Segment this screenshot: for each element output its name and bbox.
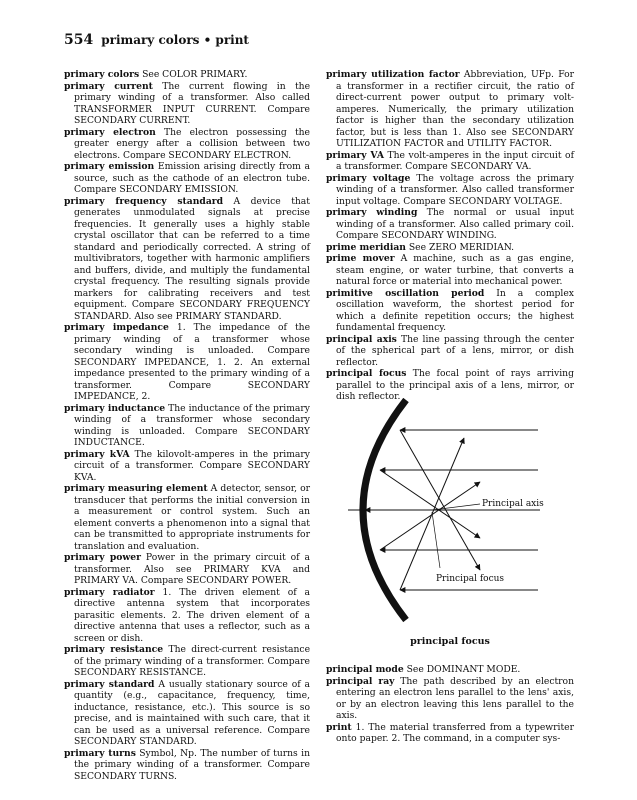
dictionary-entry — [64, 69, 310, 81]
entry-definition: See COLOR PRIMARY. — [139, 69, 248, 80]
page-number: 554 — [64, 32, 94, 48]
entry-term: principal focus — [326, 368, 407, 379]
dictionary-entry — [326, 207, 574, 242]
entry-definition: A machine, such as a gas engine, steam engine, or water turbine, that converts a natural force or material into mechanical power. — [336, 253, 574, 287]
dictionary-entry — [64, 748, 310, 783]
dictionary-entry — [326, 288, 574, 334]
entry-definition: The current flowing in the primary winding of a transformer. Also called TRANSFORMER INPUT CURRENT. Compare SECONDARY CURRENT. — [74, 80, 311, 126]
entry-definition: The normal or usual input winding of a transformer. Also called primary coil. Compare SECONDARY WINDING. — [336, 207, 574, 241]
entry-term: primary kVA — [64, 448, 130, 460]
running-head: primary colors • print — [101, 33, 249, 47]
entry-term: primary power — [64, 552, 141, 563]
principal-focus-label: Principal focus — [436, 574, 505, 584]
dictionary-entry — [326, 173, 574, 208]
dictionary-entry — [326, 150, 574, 173]
dictionary-entry — [64, 196, 310, 323]
reflected-ray — [380, 470, 480, 538]
entry-definition: The kilovolt-amperes in the primary circuit of a transformer. Compare SECONDARY KVA. — [74, 448, 310, 483]
entry-term: primary voltage — [326, 172, 411, 184]
dictionary-entry — [326, 69, 574, 150]
right-column-continued — [326, 664, 574, 745]
entry-definition: See DOMINANT MODE. — [403, 664, 521, 675]
entry-definition: See ZERO MERIDIAN. — [405, 241, 515, 253]
entry-term: primary radiator — [64, 586, 155, 598]
left-column — [64, 69, 310, 782]
entry-definition: In a complex oscillation waveform, the shortest period for which a definite repetition occurs; the highest fundamental frequency. — [336, 287, 574, 333]
entry-definition: A usually stationary source of a quantity (e.g., capacitance, frequency, time, inductance, resistance, etc.). This source is so precise, and is maintained with such care, that it can be used as a universal reference. Compare SECONDARY STANDARD. — [74, 678, 310, 747]
dictionary-entry — [64, 552, 310, 587]
focus-label-leader — [432, 512, 440, 568]
dictionary-entry — [64, 403, 310, 449]
entry-term: principal mode — [326, 664, 404, 675]
entry-term: primary VA — [326, 149, 384, 161]
entry-term: primary electron — [64, 126, 156, 138]
dictionary-entry — [64, 161, 310, 196]
axis-label-leader — [432, 504, 480, 510]
entry-term: primary winding — [326, 207, 418, 218]
entry-definition: 1. The impedance of the primary winding of a transformer whose secondary winding is unloaded. Compare SECONDARY IMPEDANCE, 1. 2. An external impedance presented to the primary winding of a transformer. Compare SECONDARY IMPEDANCE, 2. — [74, 322, 311, 402]
entry-term: prime mover — [326, 253, 395, 264]
entry-definition: The focal point of rays arriving parallel to the principal axis of a lens, mirror, or dish reflector. — [336, 368, 574, 402]
entry-definition: Power in the primary circuit of a transformer. Also see PRIMARY KVA and PRIMARY VA. Compare SECONDARY POWER. — [74, 552, 310, 586]
dictionary-entry — [64, 81, 310, 127]
entry-term: primitive oscillation period — [326, 287, 485, 299]
dictionary-entry — [326, 253, 574, 288]
entry-term: primary current — [64, 80, 153, 92]
entry-term: primary measuring element — [64, 483, 208, 494]
principal-axis-label: Principal axis — [482, 499, 544, 509]
entry-term: primary turns — [64, 747, 136, 759]
dictionary-entry — [64, 449, 310, 484]
entry-term: primary standard — [64, 678, 155, 690]
reflected-ray — [400, 430, 480, 570]
entry-term: prime meridian — [326, 241, 406, 253]
principal-focus-figure — [340, 398, 580, 628]
entry-term: primary colors — [64, 69, 140, 80]
entry-definition: A detector, sensor, or transducer that performs the initial conversion in a measurement or control system. Such an element converts a phenomenon into a signal that can be transmitted to appropriate instruments for translation and evaluation. — [74, 483, 311, 552]
entry-term: primary frequency standard — [64, 195, 224, 207]
entry-definition: 1. The material transferred from a typewriter onto paper. 2. The command, in a computer sys- — [336, 721, 574, 744]
dictionary-entry — [326, 242, 574, 254]
dictionary-entry — [64, 322, 310, 403]
entry-definition: The volt-amperes in the input circuit of a transformer. Compare SECONDARY VA. — [336, 149, 574, 172]
entry-term: primary emission — [64, 161, 155, 172]
entry-definition: The inductance of the primary winding of a transformer whose secondary winding is unloaded. Compare SECONDARY INDUCTANCE. — [74, 402, 310, 448]
entry-definition: 1. The driven element of a directive antenna system that incorporates parasitic elements. 2. The driven element of a directive antenna that uses a reflector, such as a screen or dish. — [74, 586, 310, 644]
dictionary-entry — [64, 483, 310, 552]
reflected-ray — [380, 482, 480, 550]
entry-term: print — [326, 721, 352, 733]
dictionary-entry — [326, 334, 574, 369]
figure-caption: principal focus — [410, 636, 490, 647]
dictionary-entry — [326, 676, 574, 722]
entry-term: primary impedance — [64, 322, 169, 333]
page-header — [64, 32, 249, 48]
entry-definition: The path described by an electron entering an electron lens parallel to the lens' axis, or by an electron leaving this lens parallel to the axis. — [336, 675, 575, 721]
entry-definition: Emission arising directly from a source, such as the cathode of an electron tube. Compare SECONDARY EMISSION. — [74, 161, 310, 195]
reflector-diagram — [340, 398, 580, 628]
dictionary-entry — [64, 127, 310, 162]
entry-term: principal axis — [326, 333, 397, 345]
entry-definition: Abbreviation, UFp. For a transformer in a rectifier circuit, the ratio of direct-current power output to primary volt-amperes. Numerically, the primary utilization factor is higher than the secondary utilization factor, but is less than 1. Also see SECONDARY UTILIZATION FACTOR and UTILITY FACTOR. — [336, 69, 575, 149]
dictionary-entry — [326, 722, 574, 745]
dictionary-entry — [326, 664, 574, 676]
entry-definition: The line passing through the center of the spherical part of a lens, mirror, or dish reflector. — [336, 333, 574, 368]
right-column — [326, 69, 574, 403]
entry-term: primary inductance — [64, 402, 166, 414]
entry-term: primary utilization factor — [326, 69, 460, 80]
entry-term: primary resistance — [64, 644, 164, 655]
entry-definition: Symbol, Np. The number of turns in the primary winding of a transformer. Compare SECONDARY TURNS. — [74, 747, 310, 782]
dictionary-entry — [64, 587, 310, 645]
dictionary-entry — [64, 679, 310, 748]
entry-definition: The electron possessing the greater energy after a collision between two electrons. Compare SECONDARY ELECTRON. — [74, 126, 310, 161]
entry-term: principal ray — [326, 675, 395, 687]
entry-definition: A device that generates unmodulated signals at precise frequencies. It generally uses a highly stable crystal oscillator that can be referred to a time standard and periodically corrected. A string of multivibrators, together with harmonic amplifiers and buffers, divide, and multiply the fundamental crystal frequency. The resulting signals provide markers for calibrating receivers and test equipment. Compare SECONDARY FREQUENCY STANDARD. Also see PRIMARY STANDARD. — [74, 195, 310, 322]
entry-definition: The voltage across the primary winding of a transformer. Also called transformer input voltage. Compare SECONDARY VOLTAGE. — [336, 172, 574, 207]
entry-definition: The direct-current resistance of the primary winding of a transformer. Compare SECONDARY RESISTANCE. — [74, 644, 310, 678]
dictionary-entry — [64, 644, 310, 679]
